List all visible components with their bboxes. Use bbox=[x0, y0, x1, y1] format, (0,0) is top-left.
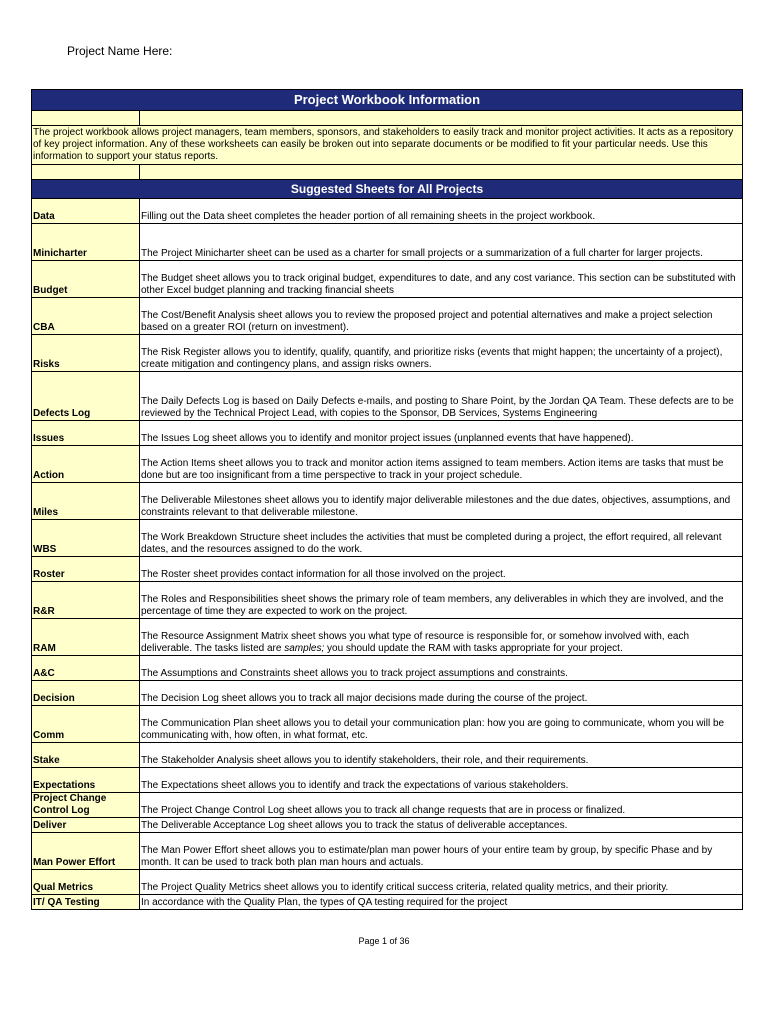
sheet-desc: The Action Items sheet allows you to track and monitor action items assigned to team members. Action items are tasks that must be done but are too insignificant from a time perspective to track in your project schedule. bbox=[140, 446, 743, 483]
sheet-desc: The Roles and Responsibilities sheet shows the primary role of team members, any deliverables in which they are involved, and the percentage of time they are expected to work on the project. bbox=[140, 582, 743, 619]
sheet-name: Qual Metrics bbox=[32, 870, 140, 895]
table-row bbox=[32, 895, 743, 910]
table-row bbox=[32, 681, 743, 706]
sheet-name: Budget bbox=[32, 261, 140, 298]
sheet-desc bbox=[140, 619, 743, 656]
sheet-name: WBS bbox=[32, 520, 140, 557]
title-row bbox=[32, 90, 743, 111]
table-row bbox=[32, 656, 743, 681]
sheet-name: Defects Log bbox=[32, 372, 140, 421]
table-row bbox=[32, 446, 743, 483]
table-row bbox=[32, 298, 743, 335]
sheet-name: A&C bbox=[32, 656, 140, 681]
table-row bbox=[32, 743, 743, 768]
sheet-name: Project Change Control Log bbox=[32, 793, 140, 818]
sheet-desc: The Work Breakdown Structure sheet includes the activities that must be completed during a project, the effort required, all relevant dates, and the resources assigned to do the work. bbox=[140, 520, 743, 557]
sheet-name: Minicharter bbox=[32, 224, 140, 261]
sheet-desc: The Budget sheet allows you to track original budget, expenditures to date, and any cost variance. This section can be substituted with other Excel budget planning and tracking financial sheets bbox=[140, 261, 743, 298]
sheet-desc: The Issues Log sheet allows you to identify and monitor project issues (unplanned events that have happened). bbox=[140, 421, 743, 446]
intro-text: The project workbook allows project managers, team members, sponsors, and stakeholders to easily track and monitor project activities. It acts as a repository of key project information. Any of these worksheets can easily be broken out into separate documents or be modified to fit your particular needs. Use this information to support your status reports. bbox=[32, 126, 743, 165]
table-row bbox=[32, 582, 743, 619]
workbook-info-table bbox=[31, 89, 743, 910]
table-row bbox=[32, 261, 743, 298]
sheet-name: Action bbox=[32, 446, 140, 483]
intro-row bbox=[32, 126, 743, 165]
sheet-desc: The Deliverable Milestones sheet allows you to identify major deliverable milestones and the due dates, objectives, assumptions, and constraints relevant to that deliverable milestone. bbox=[140, 483, 743, 520]
ram-desc-b: you should update the RAM with tasks appropriate for your project. bbox=[324, 643, 623, 654]
sheet-desc: The Decision Log sheet allows you to track all major decisions made during the course of the project. bbox=[140, 681, 743, 706]
sheet-desc: The Communication Plan sheet allows you to detail your communication plan: how you are going to communicate, whom you will be communicating with, how often, in what format, etc. bbox=[140, 706, 743, 743]
sheet-name: Stake bbox=[32, 743, 140, 768]
sheet-name: IT/ QA Testing bbox=[32, 895, 140, 910]
table-row bbox=[32, 818, 743, 833]
table-row bbox=[32, 520, 743, 557]
table-row bbox=[32, 372, 743, 421]
sheet-name: CBA bbox=[32, 298, 140, 335]
sheet-desc: The Risk Register allows you to identify, qualify, quantify, and prioritize risks (events that might happen; the uncertainty of a project), create mitigation and contingency plans, and assign risks owners. bbox=[140, 335, 743, 372]
table-row bbox=[32, 619, 743, 656]
sheet-desc: In accordance with the Quality Plan, the types of QA testing required for the project bbox=[140, 895, 743, 910]
sheet-desc: The Man Power Effort sheet allows you to estimate/plan man power hours of your entire team by group, by specific Phase and by month. It can be used to track both plan man hours and actuals. bbox=[140, 833, 743, 870]
sheet-name: Roster bbox=[32, 557, 140, 582]
sheet-name: Comm bbox=[32, 706, 140, 743]
page-number: Page 1 of 36 bbox=[358, 936, 410, 946]
sheet-name: Decision bbox=[32, 681, 140, 706]
table-title: Project Workbook Information bbox=[32, 90, 743, 111]
sheet-desc: The Daily Defects Log is based on Daily Defects e-mails, and posting to Share Point, by the Jordan QA Team. These defects are to be reviewed by the Technical Project Lead, with copies to the Sponsor, DB Services, Systems Engineering bbox=[140, 372, 743, 421]
ram-desc-em: samples; bbox=[284, 643, 325, 654]
table-row bbox=[32, 199, 743, 224]
sheet-name: RAM bbox=[32, 619, 140, 656]
sheet-desc: The Project Quality Metrics sheet allows you to identify critical success criteria, related quality metrics, and their priority. bbox=[140, 870, 743, 895]
table-row bbox=[32, 421, 743, 446]
table-row bbox=[32, 833, 743, 870]
sheet-name: Miles bbox=[32, 483, 140, 520]
sheet-desc: The Expectations sheet allows you to identify and track the expectations of various stakeholders. bbox=[140, 768, 743, 793]
table-row bbox=[32, 224, 743, 261]
sheet-desc: The Roster sheet provides contact information for all those involved on the project. bbox=[140, 557, 743, 582]
sheet-name: Man Power Effort bbox=[32, 833, 140, 870]
spacer-row bbox=[32, 165, 743, 180]
table-row bbox=[32, 870, 743, 895]
sheet-desc: The Deliverable Acceptance Log sheet allows you to track the status of deliverable acceptances. bbox=[140, 818, 743, 833]
project-name-label: Project Name Here: bbox=[67, 44, 173, 58]
table-row bbox=[32, 706, 743, 743]
sheet-desc: Filling out the Data sheet completes the header portion of all remaining sheets in the project workbook. bbox=[140, 199, 743, 224]
table-row bbox=[32, 483, 743, 520]
sheet-desc: The Project Change Control Log sheet allows you to track all change requests that are in process or finalized. bbox=[140, 793, 743, 818]
table-row bbox=[32, 793, 743, 818]
ram-desc-a: The Resource Assignment Matrix sheet shows you what type of resource is responsible for, or somehow involved with, each deliverable. The tasks listed are bbox=[141, 631, 690, 654]
spacer-row bbox=[32, 111, 743, 126]
sheet-name: Issues bbox=[32, 421, 140, 446]
sheet-name: Risks bbox=[32, 335, 140, 372]
sheet-name: Deliver bbox=[32, 818, 140, 833]
table-row bbox=[32, 557, 743, 582]
table-row bbox=[32, 768, 743, 793]
sheet-name: Expectations bbox=[32, 768, 140, 793]
sheet-desc: The Assumptions and Constraints sheet allows you to track project assumptions and constraints. bbox=[140, 656, 743, 681]
section-heading-row bbox=[32, 180, 743, 199]
section-heading: Suggested Sheets for All Projects bbox=[32, 180, 743, 199]
sheet-name: R&R bbox=[32, 582, 140, 619]
table-row bbox=[32, 335, 743, 372]
sheet-desc: The Project Minicharter sheet can be used as a charter for small projects or a summarization of a full charter for larger projects. bbox=[140, 224, 743, 261]
sheet-desc: The Cost/Benefit Analysis sheet allows you to review the proposed project and potential alternatives and make a project selection based on a greater ROI (return on investment). bbox=[140, 298, 743, 335]
sheet-name: Data bbox=[32, 199, 140, 224]
sheet-desc: The Stakeholder Analysis sheet allows you to identify stakeholders, their role, and their requirements. bbox=[140, 743, 743, 768]
